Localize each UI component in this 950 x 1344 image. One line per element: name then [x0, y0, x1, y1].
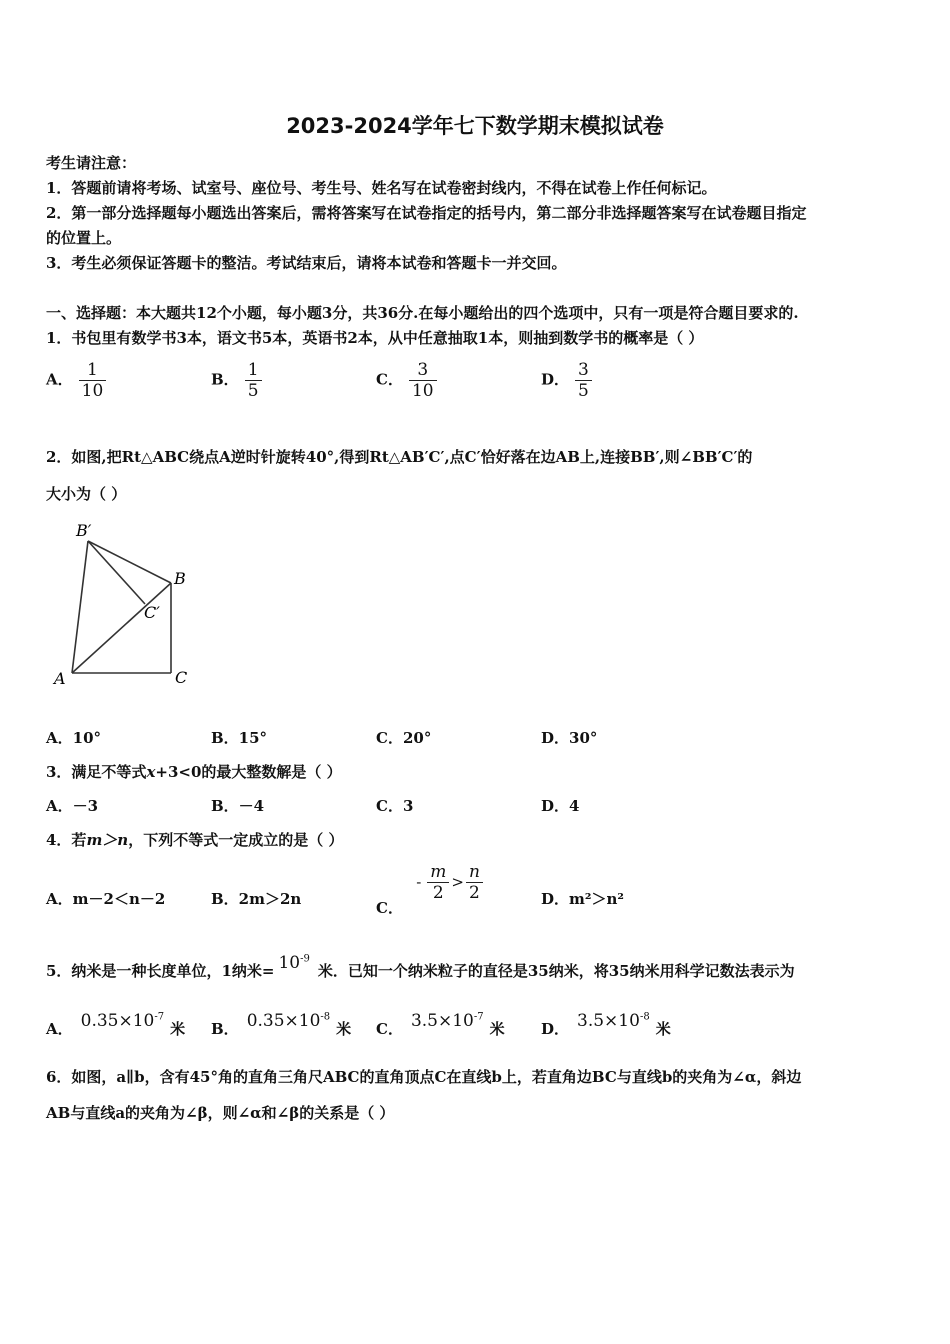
q1-option-b-label: B．	[211, 370, 239, 389]
notice-heading: 考生请注意：	[46, 154, 137, 172]
q5-option-d[interactable]: D． $3.5\times 10^{-8}$米	[541, 1011, 671, 1038]
q1-option-c[interactable]	[376, 360, 437, 401]
edge-a-b	[72, 583, 171, 673]
q2-rotation-figure	[48, 518, 208, 690]
q3-option-a[interactable]: A．－3	[46, 797, 99, 815]
label-b: B	[174, 569, 186, 588]
q3-option-c[interactable]: C．3	[376, 797, 414, 815]
q3-option-b[interactable]: B．－4	[211, 797, 265, 815]
q5-option-b[interactable]: B． $0.35\times 10^{-8}$米	[211, 1011, 352, 1038]
q4-c-frac-n: $\frac{n}{2}$	[466, 862, 483, 903]
notice-item-1: 1．答题前请将考场、试室号、座位号、考生号、姓名写在试卷密封线内，不得在试卷上作任何标记。	[46, 179, 717, 197]
q3-stem: 3．满足不等式x+3<0的最大整数解是（ ）	[46, 763, 342, 781]
q2-stem: 2．如图,把Rt△ABC绕点A逆时针旋转40°,得到Rt△AB′C′,点C′恰好落在边AB上,连接BB′,则∠BB′C′的	[46, 448, 753, 466]
q1-stem: 1．书包里有数学书3本，语文书5本，英语书2本，从中任意抽取1本，则抽到数学书的概率是（ ）	[46, 329, 704, 347]
q4-stem: 4．若m＞n，下列不等式一定成立的是（ ）	[46, 831, 344, 849]
q1-option-b[interactable]	[211, 360, 262, 401]
edge-bprime-cprime	[88, 541, 145, 604]
q4-option-a[interactable]: A．m－2＜n－2	[46, 890, 166, 908]
q4-option-c[interactable]: C． - $\frac{m}{2}$ > $\frac{n}{2}$	[376, 862, 483, 903]
q1-option-b-fraction: $\frac{1}{5}$	[245, 360, 262, 401]
q1-option-a-label: A．	[46, 370, 73, 389]
q1-option-d-fraction: $\frac{3}{5}$	[575, 360, 592, 401]
q6-stem-cont: AB与直线a的夹角为∠β，则∠α和∠β的关系是（ ）	[46, 1104, 395, 1122]
q4-option-b[interactable]: B．2m＞2n	[211, 890, 302, 908]
q1-option-a[interactable]	[46, 360, 106, 401]
page-title: 2023-2024学年七下数学期末模拟试卷	[286, 114, 664, 138]
notice-item-3: 3．考生必须保证答题卡的整洁。考试结束后，请将本试卷和答题卡一并交回。	[46, 254, 567, 272]
q4-c-frac-m: $\frac{m}{2}$	[427, 862, 449, 903]
notice-item-2-cont: 的位置上。	[46, 229, 122, 247]
label-a: A	[54, 669, 66, 688]
q1-option-c-fraction: $\frac{3}{10}$	[409, 360, 437, 401]
q1-option-c-label: C．	[376, 370, 403, 389]
section-heading: 一、选择题：本大题共12个小题，每小题3分，共36分.在每小题给出的四个选项中，只有一项是符合题目要求的.	[46, 304, 799, 322]
notice-item-2: 2．第一部分选择题每小题选出答案后，需将答案写在试卷指定的括号内，第二部分非选择题答案写在试卷题目指定	[46, 204, 807, 222]
edge-a-bprime	[72, 541, 88, 673]
q5-option-c[interactable]: C． $3.5\times 10^{-7}$米	[376, 1011, 505, 1038]
label-c-prime: C′	[144, 603, 160, 622]
q5-nanometer-value: $10^{-9}$	[278, 953, 310, 973]
q1-option-a-fraction: $\frac{1}{10}$	[79, 360, 107, 401]
edge-bprime-b	[88, 541, 171, 583]
q5-option-a[interactable]: A． $0.35\times 10^{-7}$米	[46, 1011, 186, 1038]
q2-option-c[interactable]: C．20°	[376, 729, 432, 747]
q3-option-d[interactable]: D．4	[541, 797, 580, 815]
q2-stem-cont: 大小为（ ）	[46, 485, 127, 503]
q1-option-d[interactable]	[541, 360, 592, 401]
label-c: C	[175, 668, 188, 687]
label-b-prime: B′	[76, 521, 92, 540]
q6-stem: 6．如图，a∥b，含有45°角的直角三角尺ABC的直角顶点C在直线b上，若直角边BC与直线b的夹角为∠α，斜边	[46, 1068, 802, 1086]
q4-option-c-label: C．	[376, 898, 403, 917]
q5-stem: 5．纳米是一种长度单位，1纳米= $10^{-9}$米．已知一个纳米粒子的直径是35纳米，将35纳米用科学记数法表示为	[46, 953, 795, 980]
q1-option-d-label: D．	[541, 370, 570, 389]
q2-option-a[interactable]: A．10°	[46, 729, 102, 747]
q2-option-b[interactable]: B．15°	[211, 729, 268, 747]
q2-option-d[interactable]: D．30°	[541, 729, 598, 747]
q4-option-d[interactable]: D．m²＞n²	[541, 890, 624, 908]
